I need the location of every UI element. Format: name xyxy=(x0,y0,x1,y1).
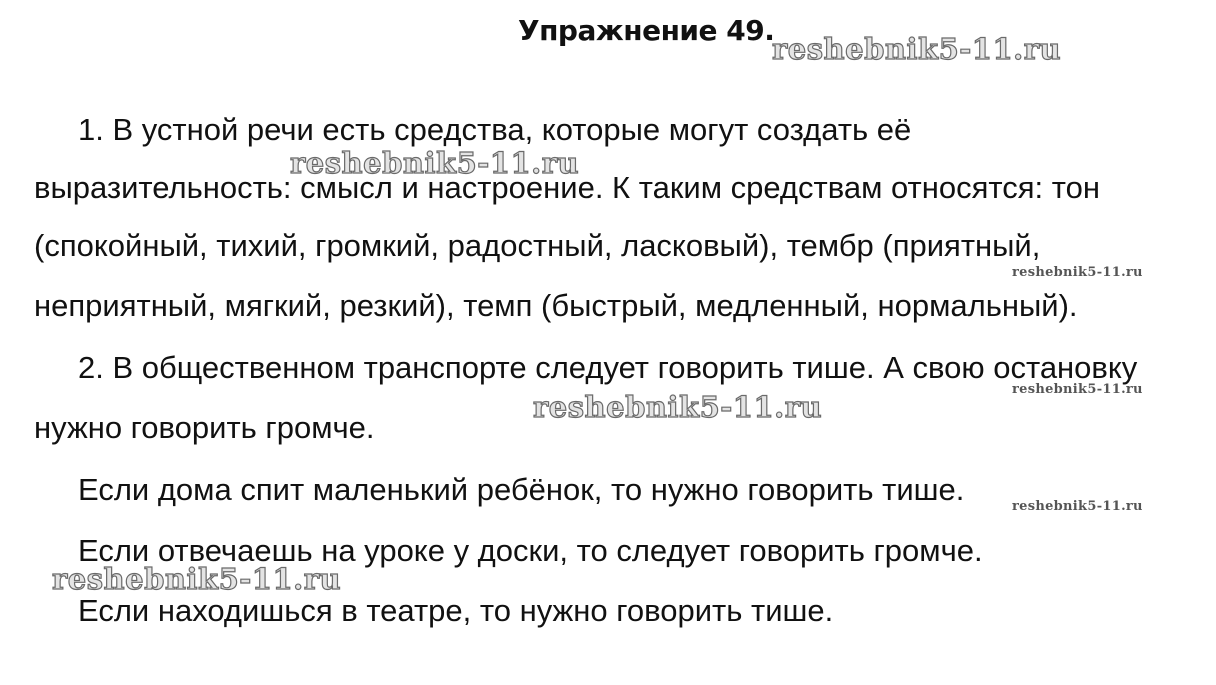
watermark: reshebnik5-11.ru xyxy=(1012,499,1143,514)
text-line-5: 2. В общественном транспорте следует говорить тише. А свою остановку xyxy=(78,350,1138,385)
text-line-6: нужно говорить громче. xyxy=(34,410,375,445)
text-line-3: (спокойный, тихий, громкий, радостный, ласковый), тембр (приятный, xyxy=(34,228,1041,263)
watermark: reshebnik5-11.ru xyxy=(772,32,1062,66)
text-line-4: неприятный, мягкий, резкий), темп (быстрый, медленный, нормальный). xyxy=(34,288,1078,323)
text-line-9: Если находишься в театре, то нужно говорить тише. xyxy=(78,593,834,628)
text-line-8: Если отвечаешь на уроке у доски, то следует говорить громче. xyxy=(78,533,983,568)
watermark: reshebnik5-11.ru xyxy=(1012,382,1143,397)
watermark: reshebnik5-11.ru xyxy=(290,146,580,180)
exercise-title: Упражнение 49. xyxy=(518,14,775,47)
text-line-1: 1. В устной речи есть средства, которые могут создать её xyxy=(78,112,912,147)
watermark: reshebnik5-11.ru xyxy=(1012,265,1143,280)
text-line-7: Если дома спит маленький ребёнок, то нужно говорить тише. xyxy=(78,472,965,507)
text-line-2: выразительность: смысл и настроение. К таким средствам относятся: тон xyxy=(34,170,1100,205)
watermark: reshebnik5-11.ru xyxy=(533,390,823,424)
watermark: reshebnik5-11.ru xyxy=(52,562,342,596)
